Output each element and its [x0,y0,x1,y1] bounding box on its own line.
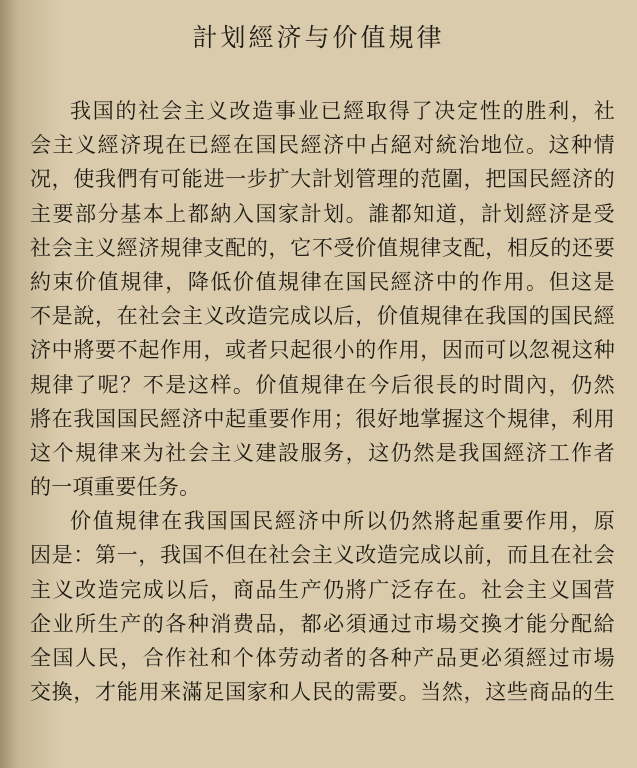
text-line: 我国的社会主义改造事业已經取得了决定性的胜利，社 [70,99,615,123]
text-line: 不是說，在社会主义改造完成以后，价值規律在我国的国民經 [30,304,615,329]
body-text [30,94,615,709]
text-line: 济中將要不起作用，或者只起很小的作用，因而可以忽視这种 [30,338,615,363]
text-line: 社会主义經济規律支配的，它不受价值規律支配，相反的还要 [30,235,615,260]
text-line: 規律了呢？不是这样。价值規律在今后很長的时間內，仍然 [30,372,615,397]
text-line: 主义改造完成以后，商品生产仍將广泛存在。社会主义国营 [30,577,615,602]
text-line: 这个規律来为社会主义建設服务，这仍然是我国經济工作者 [30,440,615,465]
text-line: 况，使我們有可能进一步扩大計划管理的范圍，把国民經济的 [30,167,615,192]
paragraph-1 [30,94,615,504]
text-line: 約束价值規律，降低价值規律在国民經济中的作用。但这是 [30,269,615,294]
text-line: 会主义經济現在已經在国民經济中占絕对統治地位。这种情 [30,133,615,158]
text-line: 企业所生产的各种消费品，都必須通过市場交換才能分配給 [30,611,615,636]
text-line: 价值規律在我国国民經济中所以仍然將起重要作用，原 [70,509,615,534]
text-line: 主要部分基本上都納入国家計划。誰都知道，計划經济是受 [30,201,615,226]
text-line: 將在我国国民經济中起重要作用；很好地掌握这个規律，利用 [30,406,615,431]
paragraph-2 [30,504,615,709]
text-line: 交換，才能用来滿足国家和人民的需要。当然，这些商品的生 [30,680,615,705]
text-line: 全国人民，合作社和个体劳动者的各种产品更必須經过市場 [30,646,615,670]
chapter-title: 計划經济与价值規律 [192,23,445,52]
text-line: 因是：第一，我国不但在社会主义改造完成以前，而且在社会 [30,543,615,568]
text-line: 的一項重要任务。 [30,475,201,500]
